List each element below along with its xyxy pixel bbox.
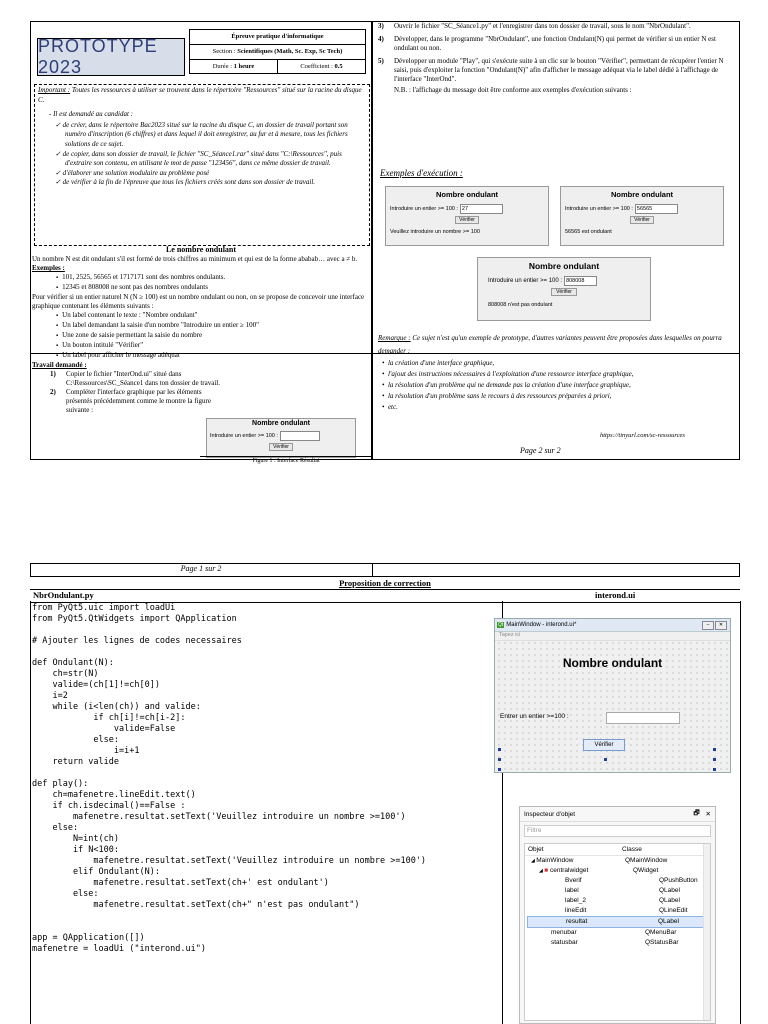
- selection-handle: [498, 748, 501, 751]
- prototype-logo: PROTOTYPE 2023: [37, 38, 185, 76]
- designer-verify-button[interactable]: Vérifier: [583, 739, 625, 751]
- code-line: while (i<len(ch)) and valide:: [32, 702, 201, 712]
- important-box: [34, 84, 370, 246]
- code-line: return valide: [32, 757, 119, 767]
- selection-handle: [713, 768, 716, 771]
- code-line: mafenetre.resultat.setText('Veuillez introduire un nombre >=100'): [32, 812, 406, 822]
- selection-handle: [498, 758, 501, 761]
- tree-row[interactable]: statusbar QStatusBar: [551, 939, 679, 946]
- list-item: • etc.: [382, 403, 398, 411]
- designer-line-edit[interactable]: [606, 712, 680, 724]
- code-line: mafenetre.resultat.setText(ch+" n'est pas ondulant"): [32, 900, 360, 910]
- left-border: [30, 601, 31, 1024]
- left-file-name: NbrOndulant.py: [33, 590, 94, 600]
- inspector-header: [520, 807, 715, 822]
- prompt-row: [565, 204, 719, 214]
- selection-handle: [604, 758, 607, 761]
- tree-row[interactable]: menubar QMenuBar: [551, 929, 677, 936]
- nb-note: N.B. : l'affichage du message doit être conforme aux exemples d'exécution suivants :: [394, 86, 632, 94]
- code-line: app = QApplication([]): [32, 933, 145, 943]
- prompt-label: Introduire un entier >= 100 :: [565, 206, 633, 212]
- code-line: valide=(ch[1]!=ch[0]): [32, 680, 160, 690]
- code-line: if ch.isdecimal()==False :: [32, 801, 186, 811]
- list-item: ▪ Un label demandant la saisie d'un nombre "Introduire un entier ≥ 100": [56, 321, 368, 331]
- resources-url[interactable]: https://tinyurl.com/sc-ressources: [600, 432, 685, 439]
- list-item: ▪ Un label contenant le texte : "Nombre ondulant": [56, 311, 368, 321]
- code-line: [32, 911, 500, 922]
- verify-button[interactable]: Vérifier: [269, 443, 293, 451]
- tree-row[interactable]: lineEdit QLineEdit: [565, 907, 688, 914]
- window-title: Nombre ondulant: [252, 420, 310, 427]
- code-line: if N<100:: [32, 845, 119, 855]
- important-list: [35, 120, 369, 188]
- work-label: Travail demandé :: [32, 361, 87, 369]
- inspector-columns: [525, 844, 710, 856]
- code-line: from PyQt5.QtWidgets import QApplication: [32, 614, 237, 624]
- important-text: Important : Toutes les ressources à utiliser se trouvent dans le répertoire "Ressources" situé sur la racine du disque C.: [38, 86, 362, 104]
- window-controls: [702, 621, 727, 630]
- tree-row[interactable]: label QLabel: [565, 887, 680, 894]
- step-4: 4) Développer, dans le programme "NbrOndulant", une fonction Ondulant(N) qui permet de vérifier si un entier N est ondulant ou non.: [378, 35, 716, 52]
- code-line: def play():: [32, 779, 89, 789]
- inspector-filter[interactable]: Filtre: [524, 825, 711, 837]
- code-line: valide=False: [32, 724, 176, 734]
- float-icon[interactable]: 🗗: [693, 809, 700, 817]
- correction-title: Proposition de correction: [339, 578, 431, 588]
- selection-handle: [713, 748, 716, 751]
- result-label: 808008 n'est pas ondulant: [488, 302, 553, 308]
- designer-heading: Nombre ondulant: [562, 656, 663, 670]
- python-code: [32, 603, 500, 1023]
- examples-list: [32, 273, 368, 293]
- code-line: [32, 922, 500, 933]
- number-input[interactable]: 27: [460, 204, 503, 214]
- designer-menubar[interactable]: Tapez ici: [495, 632, 730, 641]
- result-label: Veuillez introduire un nombre >= 100: [390, 229, 480, 235]
- page-2-footer: Page 2 sur 2: [520, 446, 561, 455]
- list-item: ▪ 101, 2525, 56565 et 1717171 sont des nombres ondulants.: [56, 273, 368, 283]
- number-input[interactable]: 56565: [635, 204, 678, 214]
- close-icon[interactable]: ✕: [705, 811, 711, 818]
- close-icon[interactable]: ✕: [715, 621, 727, 630]
- code-line: # Ajouter les lignes de codes necessaires: [32, 636, 242, 646]
- tree-row[interactable]: label_2 QLabel: [565, 897, 680, 904]
- list-item: ✓ de créer, dans le répertoire Bac2023 situé sur la racine du disque C, un dossier de travail portant son numéro d'inscription (6 chiffres) et dans lequel il doit enregistrer, au fur et à mesure, tous les fichiers solutions de ce sujet.: [55, 121, 363, 150]
- code-line: else:: [32, 735, 119, 745]
- code-line: [32, 625, 500, 636]
- figure-caption: Figure 1 : Interface Résultat: [200, 456, 372, 466]
- list-item: ▪ 12345 et 808008 ne sont pas des nombres ondulants: [56, 283, 368, 293]
- code-line: mafenetre.resultat.setText(ch+' est ondulant'): [32, 878, 329, 888]
- tree-row-selected[interactable]: resultat QLabel: [527, 916, 708, 928]
- exam-header-table: [189, 29, 366, 74]
- right-border: [740, 601, 741, 1024]
- list-item: • la création d'une interface graphique,: [382, 359, 495, 367]
- widget-icon: ■: [544, 867, 549, 874]
- code-line: elif Ondulant(N):: [32, 867, 160, 877]
- important-intro: - Il est demandé au candidat :: [49, 110, 133, 119]
- code-line: [32, 647, 500, 658]
- page-1-footer: Page 1 sur 2: [30, 564, 373, 576]
- verify-button[interactable]: Vérifier: [551, 288, 577, 296]
- designer-title: MainWindow - interond.ui*: [506, 622, 577, 628]
- code-line: else:: [32, 889, 99, 899]
- exec-window-3: [477, 257, 651, 321]
- exec-window-2: [560, 186, 724, 246]
- prompt-row: [488, 276, 640, 286]
- code-line: mafenetre = loadUi ("interond.ui"): [32, 944, 206, 954]
- remark-text: Remarque : Ce sujet n'est qu'un exemple de prototype, d'autres variantes peuvent être proposées dans lesquelles on pourra demander :: [378, 334, 722, 355]
- designer-prompt: Entrer un entier >=100 :: [500, 713, 569, 720]
- verify-button[interactable]: Vérifier: [455, 216, 479, 224]
- exam-title: Épreuve pratique d'informatique: [190, 30, 365, 45]
- window-title: Nombre ondulant: [435, 190, 499, 199]
- list-item: • la résolution d'un problème sans le recours à des ressources préparées à priori,: [382, 392, 612, 400]
- tree-row[interactable]: ◢ ■ centralwidget QWidget: [539, 867, 659, 874]
- window-title: Nombre ondulant: [528, 261, 600, 271]
- designer-titlebar: [495, 619, 730, 632]
- examples-label: Exemples :: [32, 264, 65, 272]
- selection-handle: [713, 758, 716, 761]
- number-input[interactable]: 808008: [564, 276, 597, 286]
- step-2: 2) Compléter l'interface graphique par les éléments présentés précédemment comme le montre la figure suivante :: [50, 388, 211, 414]
- window-title: Nombre ondulant: [610, 190, 674, 199]
- code-line: [32, 768, 500, 779]
- code-line: i=i+1: [32, 746, 140, 756]
- designer-window: [494, 618, 731, 773]
- page-1-extension: [30, 354, 372, 460]
- col-object: Objet: [528, 846, 544, 853]
- step-5: 5) Développer un module "Play", qui s'exécute suite à un clic sur le bouton "Vérifier", permettant de récupérer l'entier N saisi, puis d'exploiter la fonction "Ondulant(N)" afin d'afficher le message adéquat via le label dédié à l'affichage de l'interface "InterOnd".: [378, 57, 724, 83]
- result-label: 56565 est ondulant: [565, 229, 612, 235]
- tree-row[interactable]: Bverif QPushButton: [565, 877, 698, 884]
- prompt-label: Introduire un entier >= 100 :: [488, 278, 563, 284]
- prompt-row: [390, 204, 544, 214]
- col-class: Classe: [622, 846, 642, 853]
- code-line: from PyQt5.uic import loadUi: [32, 603, 176, 613]
- code-line: i=2: [32, 691, 68, 701]
- designer-canvas: [496, 640, 729, 771]
- code-line: mafenetre.resultat.setText('Veuillez introduire un nombre >=100'): [32, 856, 427, 866]
- list-item: ✓ de vérifier à la fin de l'épreuve que tous les fichiers créés sont dans son dossier de travail.: [55, 178, 363, 188]
- inspector-scrollbar[interactable]: [703, 844, 710, 1020]
- object-inspector: [519, 806, 716, 1024]
- examples-exec-title: Exemples d'exécution :: [380, 168, 463, 178]
- exam-section: Section : Scientifiques (Math, Sc. Exp, Sc Tech): [190, 45, 365, 60]
- list-item: ✓ d'élaborer une solution modulaire au problème posé: [55, 169, 363, 179]
- code-line: if ch[i]!=ch[i-2]:: [32, 713, 186, 723]
- inspector-title: Inspecteur d'objet: [524, 810, 576, 818]
- list-item: ▪ Un bouton intitulé "Vérifier": [56, 341, 368, 351]
- code-line: def Ondulant(N):: [32, 658, 114, 668]
- minimize-icon[interactable]: –: [702, 621, 714, 630]
- selection-handle: [498, 768, 501, 771]
- code-line: else:: [32, 823, 79, 833]
- problem-definition: Un nombre N est dit ondulant s'il est formé de trois chiffres au minimum et qui est de la forme ababab… avec a ≠ b.: [32, 255, 358, 263]
- prompt-label: Introduire un entier >= 100 :: [390, 206, 458, 212]
- steps-right: [378, 22, 733, 95]
- qt-icon: Qt: [498, 622, 504, 628]
- exam-duration-coef: Durée : 1 heure Coefficient : 0.5: [190, 60, 365, 74]
- list-item: ▪ Un label pour afficher le message adéquat: [56, 351, 368, 361]
- right-file-name: interond.ui: [595, 590, 636, 600]
- list-item: ✓ de copier, dans son dossier de travail, le fichier "SC_Séance1.rar" situé dans "C:\Ressources", puis d'extraire son contenu, en utilisant le mot de passe "123456", dans ce même dossier de travail.: [55, 150, 363, 169]
- list-item: ▪ Une zone de saisie permettant la saisie du nombre: [56, 331, 368, 341]
- code-line: ch=str(N): [32, 669, 99, 679]
- list-item: • la résolution d'un problème qui ne demande pas la création d'une interface graphique,: [382, 381, 631, 389]
- code-line: ch=mafenetre.lineEdit.text(): [32, 790, 196, 800]
- problem-title: Le nombre ondulant: [165, 245, 237, 254]
- problem-intro: Pour vérifier si un entier naturel N (N ≥ 100) est un nombre ondulant ou non, on se propose de concevoir une interface graphique contenant les éléments suivants :: [32, 293, 365, 310]
- verify-button[interactable]: Vérifier: [630, 216, 654, 224]
- page-2-extension: [372, 354, 740, 460]
- step-3: 3) Ouvrir le fichier "SC_Séance1.py" et l'enregistrer dans ton dossier de travail, sous le nom "NbrOndulant".: [378, 22, 691, 30]
- list-item: • l'ajout des instructions nécessaires à l'exploitation d'une ressource interface graphique,: [382, 370, 634, 378]
- exec-window-1: [385, 186, 549, 246]
- inspector-tree: [524, 843, 711, 1021]
- tree-row[interactable]: ◢ MainWindow QMainWindow: [531, 857, 668, 864]
- prompt-label: Introduire un entier >= 100 :: [210, 433, 278, 439]
- code-line: N=int(ch): [32, 834, 119, 844]
- step-1: 1) Copier le fichier "InterOnd.ui" situé dans C:\Ressources\SC_Séance1 dans ton dossier de travail.: [50, 370, 220, 387]
